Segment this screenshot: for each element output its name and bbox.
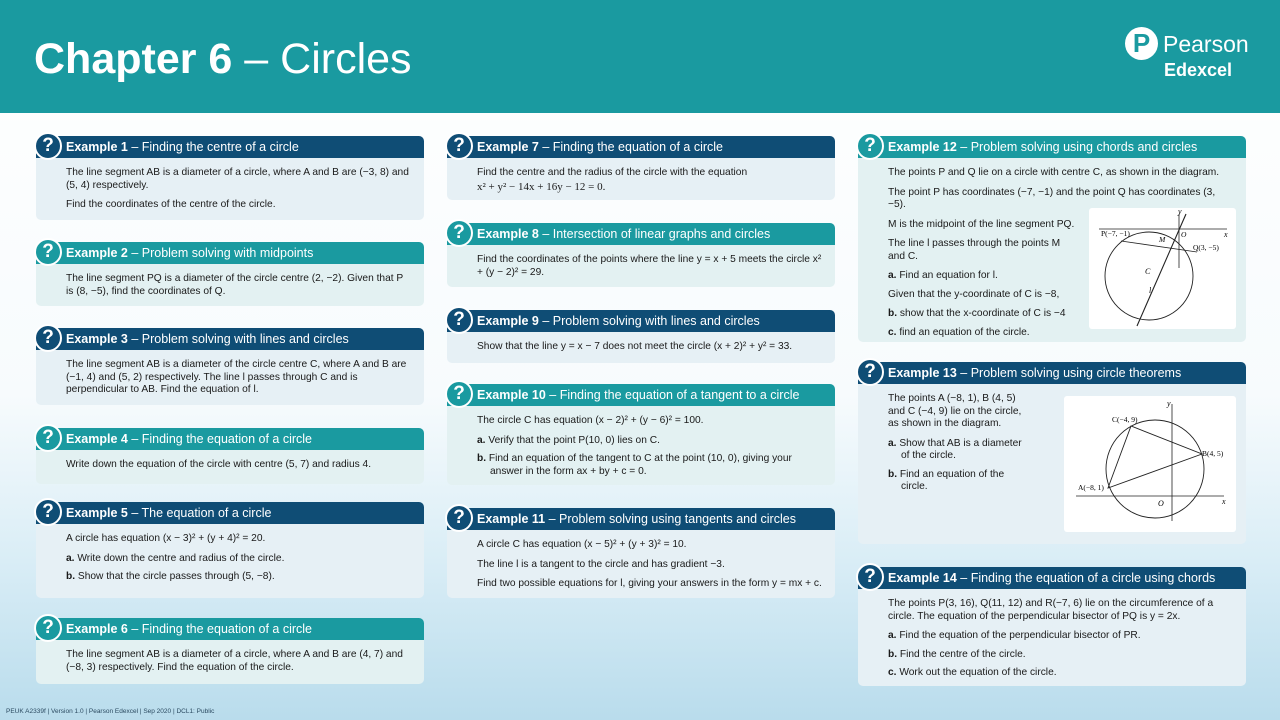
example-12-part-b: b. show that the x-coordinate of C is −4 (888, 308, 1066, 319)
question-icon: ? (34, 424, 62, 452)
example-3-card (36, 328, 424, 405)
footer-text: PEUK A2339f | Version 1.0 | Pearson Edexcel | Sep 2020 | DCL1: Public (6, 708, 215, 715)
example-9-header: Example 9 – Problem solving with lines and circles (447, 310, 835, 332)
example-13-header: Example 13 – Problem solving using circle theorems (858, 362, 1246, 384)
question-icon: ? (445, 219, 473, 247)
m-label: M (1159, 235, 1166, 244)
logo-subtitle: Edexcel (1164, 60, 1233, 80)
example-7-header: Example 7 – Finding the equation of a circle (447, 136, 835, 158)
chord-circle-figure (1089, 208, 1236, 329)
example-12-part-c: c. find an equation of the circle. (888, 326, 1030, 338)
example-2-text: The line segment PQ is a diameter of the circle centre (2, −2). Given that P is (8, −5), find the coordinates of Q. (66, 273, 404, 297)
example-7-equation: x² + y² − 14x + 16y − 12 = 0. (477, 180, 606, 193)
example-14-text: The points P(3, 16), Q(11, 12) and R(−7, 6) lie on the circumference of a circle. The equation of the perpendicular bisector of PQ is y = 2x. (888, 598, 1214, 622)
page-title: Chapter 6 – Circles (34, 35, 412, 83)
example-12-text-4: The line l passes through the points M and C. (888, 238, 1061, 262)
example-11-text: A circle C has equation (x − 5)² + (y + 3)² = 10. (477, 539, 687, 550)
header-banner (0, 0, 1280, 113)
x-label: x (1222, 497, 1226, 506)
example-1-card (36, 136, 424, 220)
example-13-text: The points A (−8, 1), B (4, 5) and C (−4, 9) lie on the circle, as shown in the diagram. (888, 393, 1022, 429)
example-6-card (36, 618, 424, 684)
example-10-part-b: b. Find an equation of the tangent to C at the point (10, 0), giving your answer in the form ax + by + c = 0. (477, 453, 792, 477)
example-14-header: Example 14 – Finding the equation of a circle using chords (858, 567, 1246, 589)
c-label: C(−4, 9) (1112, 415, 1138, 424)
example-10-text: The circle C has equation (x − 2)² + (y − 6)² = 100. (477, 415, 704, 426)
example-10-part-a: a. Verify that the point P(10, 0) lies on C. (477, 434, 660, 446)
example-4-card (36, 428, 424, 484)
example-8-card (447, 223, 835, 287)
example-12-diagram (1089, 208, 1236, 329)
question-icon: ? (445, 380, 473, 408)
a-label: A(−8, 1) (1078, 483, 1104, 492)
example-4-text: Write down the equation of the circle with centre (5, 7) and radius 4. (66, 459, 372, 470)
example-3-text: The line segment AB is a diameter of the circle centre C, where A and B are (−1, 4) and (5, 2) respectively. The line l passes through C and is perpendicular to AB. Find the equation of l. (66, 359, 407, 395)
example-10-header: Example 10 – Finding the equation of a tangent to a circle (447, 384, 835, 406)
question-icon: ? (856, 563, 884, 591)
example-5-text: A circle has equation (x − 3)² + (y + 4)² = 20. (66, 533, 266, 544)
question-icon: ? (34, 614, 62, 642)
example-14-part-b: b. Find the centre of the circle. (888, 648, 1026, 660)
triangle-abc (1108, 426, 1202, 488)
logo-name: Pearson (1163, 31, 1249, 57)
example-8-text: Find the coordinates of the points where the line y = x + 5 meets the circle x² + (y − 2)² = 29. (477, 254, 822, 278)
question-icon: ? (34, 238, 62, 266)
example-4-header: Example 4 – Finding the equation of a circle (36, 428, 424, 450)
example-6-header: Example 6 – Finding the equation of a circle (36, 618, 424, 640)
p-label: P(−7, −1) (1101, 229, 1130, 238)
question-icon: ? (34, 324, 62, 352)
example-14-card (858, 567, 1246, 686)
question-icon: ? (34, 132, 62, 160)
example-5-part-a: a. Write down the centre and radius of the circle. (66, 552, 285, 564)
example-14-part-a: a. Find the equation of the perpendicular bisector of PR. (888, 630, 1141, 641)
example-7-text: Find the centre and the radius of the circle with the equation (477, 167, 748, 178)
example-7-card (447, 136, 835, 200)
example-2-card (36, 242, 424, 306)
example-9-card (447, 310, 835, 363)
example-5-card (36, 502, 424, 598)
example-12-text-1: The points P and Q lie on a circle with centre C, as shown in the diagram. (888, 167, 1220, 178)
question-icon: ? (445, 132, 473, 160)
example-5-header: Example 5 – The equation of a circle (36, 502, 424, 524)
x-label: x (1224, 230, 1228, 239)
pearson-logo (1125, 27, 1250, 87)
example-12-part-a: a. Find an equation for l. (888, 270, 998, 281)
y-label: y (1178, 208, 1182, 216)
pearson-logo-icon: P (1125, 27, 1158, 60)
example-11-task: Find two possible equations for l, giving your answers in the form y = mx + c. (477, 578, 822, 589)
l-label: l (1149, 286, 1152, 295)
question-icon: ? (445, 306, 473, 334)
q-label: Q(3, −5) (1193, 243, 1219, 252)
example-12-card (858, 136, 1246, 342)
example-1-text: The line segment AB is a diameter of a circle, where A and B are (−3, 8) and (5, 4) respectively. (66, 167, 409, 191)
example-11-card (447, 508, 835, 598)
o-label: O (1181, 230, 1187, 239)
question-icon: ? (34, 498, 62, 526)
example-13-part-b: b. Find an equation of the circle. (888, 468, 1005, 492)
example-13-diagram (1064, 396, 1236, 532)
question-icon: ? (856, 132, 884, 160)
example-3-header: Example 3 – Problem solving with lines and circles (36, 328, 424, 350)
example-14-part-c: c. Work out the equation of the circle. (888, 667, 1057, 678)
example-1-header: Example 1 – Finding the centre of a circle (36, 136, 424, 158)
example-2-header: Example 2 – Problem solving with midpoints (36, 242, 424, 264)
example-9-text: Show that the line y = x − 7 does not meet the circle (x + 2)² + y² = 33. (477, 341, 793, 352)
example-5-part-b: b. Show that the circle passes through (5, −8). (66, 571, 275, 582)
example-13-part-a: a. Show that AB is a diameter of the circle. (888, 437, 1022, 461)
triangle-circle-figure (1064, 396, 1236, 532)
example-12-text-5: Given that the y-coordinate of C is −8, (888, 288, 1060, 300)
y-label: y (1167, 399, 1171, 408)
example-10-card (447, 384, 835, 485)
example-13-card (858, 362, 1246, 544)
example-12-text-2: The point P has coordinates (−7, −1) and the point Q has coordinates (3, −5). (888, 186, 1216, 210)
o-label: O (1158, 499, 1164, 508)
example-8-header: Example 8 – Intersection of linear graphs and circles (447, 223, 835, 245)
example-11-header: Example 11 – Problem solving using tangents and circles (447, 508, 835, 530)
b-label: B(4, 5) (1202, 449, 1224, 458)
example-11-text-2: The line l is a tangent to the circle and has gradient −3. (477, 558, 725, 570)
c-label: C (1145, 267, 1151, 276)
example-1-task: Find the coordinates of the centre of the circle. (66, 199, 276, 210)
example-12-header: Example 12 – Problem solving using chords and circles (858, 136, 1246, 158)
question-icon: ? (856, 358, 884, 386)
example-12-text-3: M is the midpoint of the line segment PQ. (888, 218, 1075, 230)
example-6-text: The line segment AB is a diameter of a circle, where A and B are (4, 7) and (−8, 3) respectively. Find the equation of the circle. (66, 649, 403, 673)
question-icon: ? (445, 504, 473, 532)
circle (1106, 420, 1204, 518)
